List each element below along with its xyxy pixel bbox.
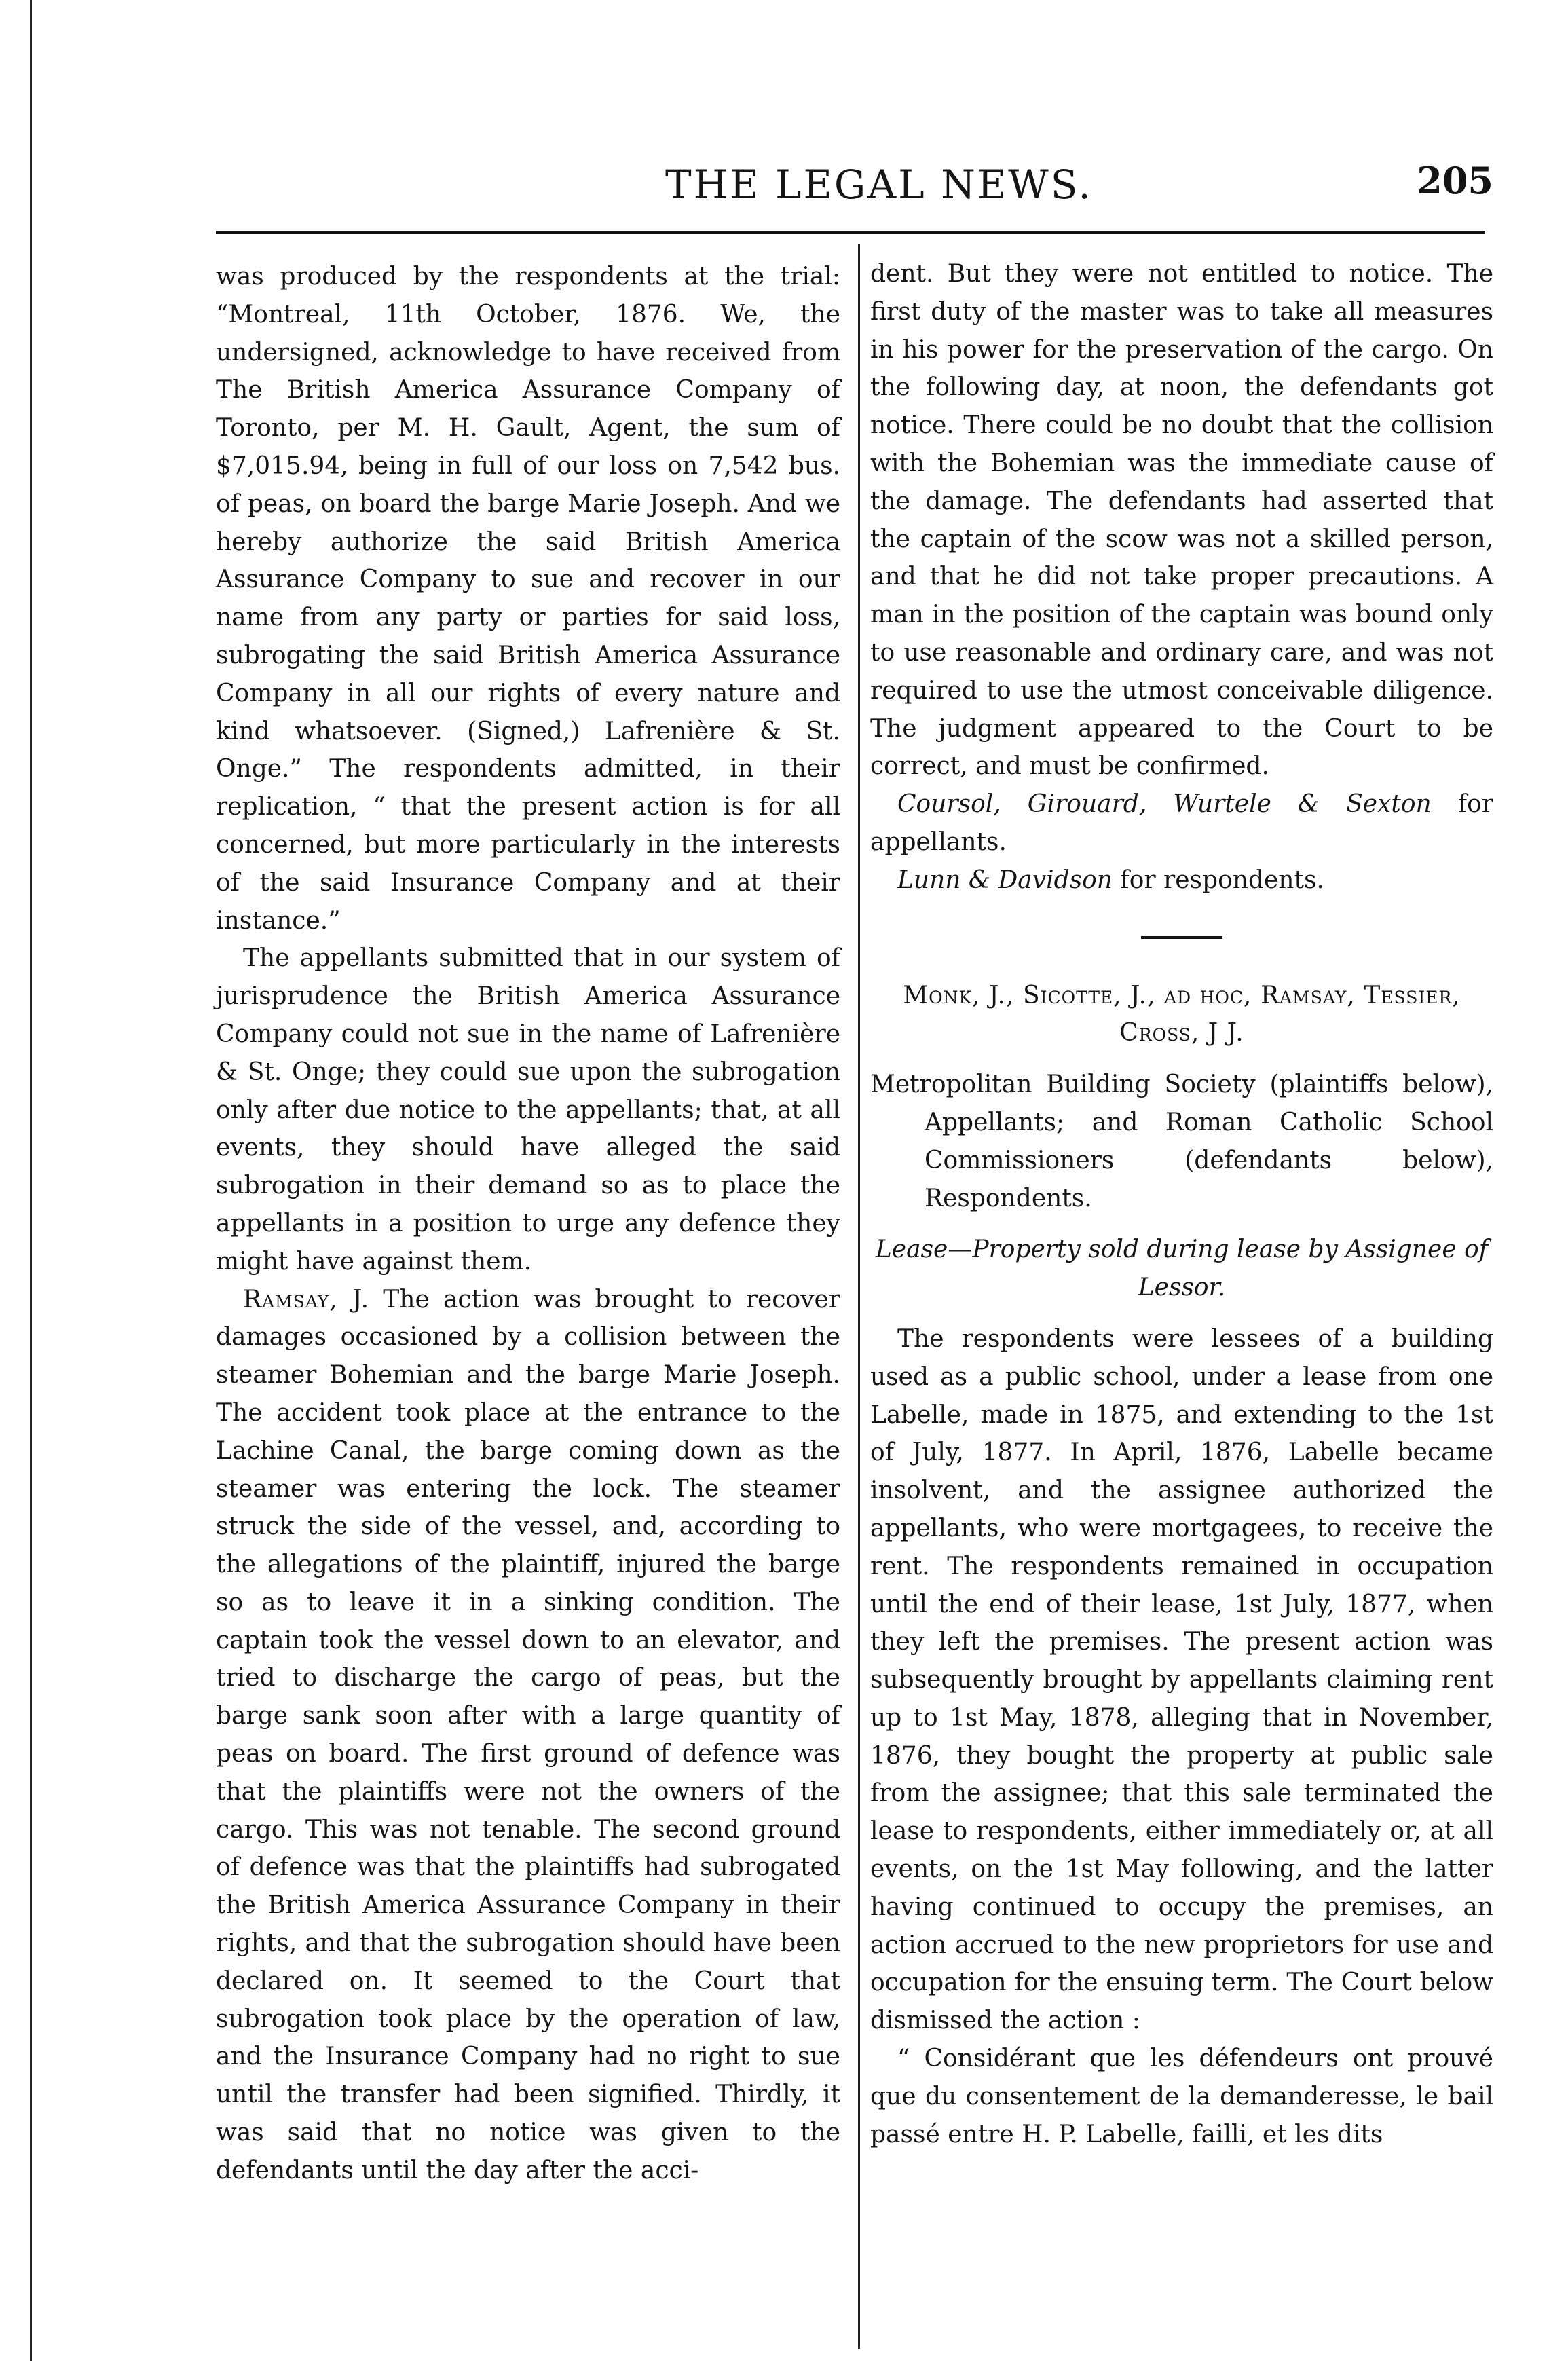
case-parties: Metropolitan Building Society (plaintiffs below), Appellants; and Roman Catholic School Commissioners (defendants below), Respondents. — [870, 1071, 1493, 1212]
right-column — [870, 255, 1493, 2153]
right-paragraph-3: “ Considérant que les défendeurs ont prouvé que du consentement de la demanderesse, le bail passé entre H. P. Labelle, failli, et les dits — [870, 2045, 1493, 2149]
counsel-respondents-role: for respondents. — [1112, 866, 1324, 894]
column-divider — [858, 244, 860, 2349]
right-paragraph-2: The respondents were lessees of a building used as a public school, under a lease from one Labelle, made in 1875, and extending to the 1st of July, 1877. In April, 1876, Labelle became insolvent, and the assignee authorized the appellants, who were mortgagees, to receive the rent. The respondents remained in occupation until the end of their lease, 1st July, 1877, when they left the premises. The present action was subsequently brought by appellants claiming rent up to 1st May, 1878, alleging that in November, 1876, they bought the property at public sale from the assignee; that this sale terminated the lease to respondents, either immediately or, at all events, on the 1st May following, and the latter having continued to occupy the premises, an action accrued to the new proprietors for use and occupation for the ensuing term. The Court below dismissed the action : — [870, 1324, 1493, 2035]
judge-name: Ramsay, J. — [243, 1285, 370, 1314]
page-header — [204, 155, 1493, 216]
left-paragraph-2: The appellants submitted that in our system of jurisprudence the British America Assurance Company could not sue in the name of Lafrenière & St. Onge; they could sue upon the subrogation only after due notice to the appellants; that, at all events, they should have alleged the said subrogation in their demand so as to place the appellants in a position to urge any defence they might have against them. — [216, 944, 840, 1276]
counsel-respondents-names: Lunn & Davidson — [897, 866, 1113, 894]
right-paragraph-1: dent. But they were not entitled to notice. The first duty of the master was to take all measures in his power for the preservation of the cargo. On the following day, at noon, the defendants got notice. There could be no doubt that the collision with the Bohemian was the immediate cause of the damage. The defendants had asserted that the captain of the scow was not a skilled person, and that he did not take proper precautions. A man in the position of the captain was bound only to use reasonable and ordinary care, and was not required to use the utmost conceivable diligence. The judgment appeared to the Court to be correct, and must be confirmed. — [870, 260, 1493, 781]
bench-line: Monk, J., Sicotte, J., ad hoc, Ramsay, Tessier, Cross, J J. — [903, 981, 1461, 1047]
counsel-respondents — [870, 861, 1493, 899]
left-column — [216, 258, 840, 2190]
section-separator — [1141, 936, 1222, 939]
left-paragraph-1: was produced by the respondents at the trial: “Montreal, 11th October, 1876. We, the undersigned, acknowledge to have received from The British America Assurance Company of Toronto, per M. H. Gault, Agent, the sum of $7,015.94, being in full of our loss on 7,542 bus. of peas, on board the barge Marie Joseph. And we hereby authorize the said British America Assurance Company to sue and recover in our name from any party or parties for said loss, subrogating the said British America Assurance Company in all our rights of every nature and kind whatsoever. (Signed,) Lafrenière & St. Onge.” The respondents admitted, in their replication, “ that the present action is for all concerned, but more particularly in the interests of the said Insurance Company and at their instance.” — [216, 263, 840, 935]
case-subject: Lease—Property sold during lease by Assignee of Lessor. — [875, 1235, 1489, 1302]
page-number: 205 — [1417, 159, 1493, 202]
running-head: THE LEGAL NEWS. — [665, 162, 1093, 208]
left-paragraph-3 — [216, 1281, 840, 2190]
counsel-appellants-names: Coursol, Girouard, Wurtele & Sexton — [897, 790, 1432, 819]
header-rule — [216, 231, 1485, 234]
counsel-appellants — [870, 785, 1493, 861]
page-binding-edge — [0, 0, 32, 2361]
counsel-appellants-role: for appellants. — [870, 790, 1493, 856]
left-paragraph-3-text: The action was brought to recover damages occasioned by a collision between the steamer Bohemian and the barge Marie Joseph. The accident took place at the entrance to the Lachine Canal, the barge coming down as the steamer was entering the lock. The steamer struck the side of the vessel, and, according to the allegations of the plaintiff, injured the barge so as to leave it in a sinking condition. The captain took the vessel down to an elevator, and tried to discharge the cargo of peas, but the barge sank soon after with a large quantity of peas on board. The first ground of defence was that the plaintiffs were not the owners of the cargo. This was not tenable. The second ground of defence was that the plaintiffs had subrogated the British America Assurance Company in their rights, and that the subrogation should have been declared on. It seemed to the Court that subrogation took place by the operation of law, and the Insurance Company had no right to sue until the transfer had been signified. Thirdly, it was said that no notice was given to the defendants until the day after the acci- — [216, 1285, 840, 2185]
